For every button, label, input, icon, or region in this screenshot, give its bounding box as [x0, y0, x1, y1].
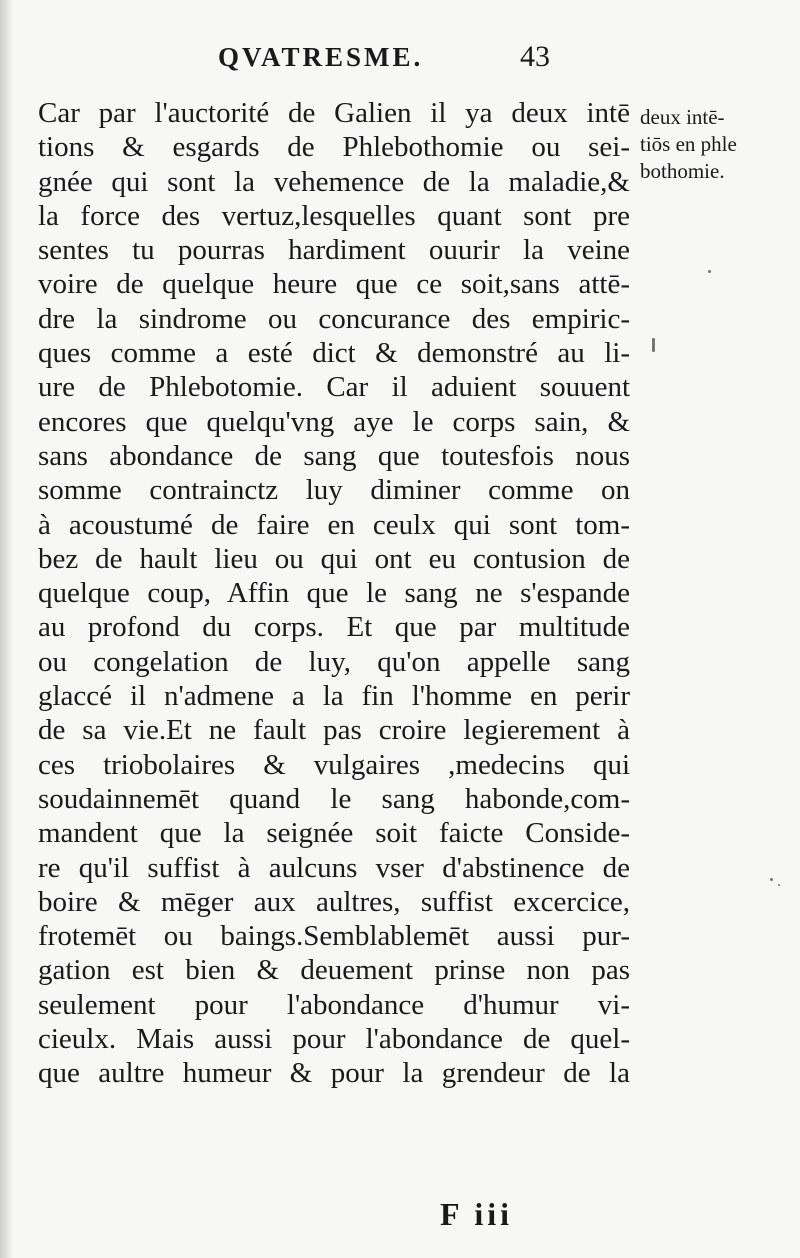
signature-mark: F iii [440, 1196, 514, 1232]
text-line: tions & esgards de Phlebothomie ou sei- [38, 131, 630, 164]
main-text-block [38, 96, 630, 1091]
gutter-shadow [0, 0, 14, 1258]
text-line: encores que quelqu'vng aye le corps sain, & [38, 405, 630, 438]
text-line: que aultre humeur & pour la grendeur de la [38, 1057, 630, 1090]
text-line: au profond du corps. Et que par multitude [38, 611, 630, 644]
marginal-note-line: bothomie. [640, 159, 725, 183]
text-line: quelque coup, Affin que le sang ne s'espande [38, 577, 630, 610]
text-line: dre la sindrome ou concurance des empiric- [38, 302, 630, 335]
text-line: ou congelation de luy, qu'on appelle sang [38, 645, 630, 678]
page-number: 43 [520, 40, 550, 73]
text-line: gation est bien & deuement prinse non pas [38, 954, 630, 987]
text-line: bez de hault lieu ou qui ont eu contusion de [38, 542, 630, 575]
text-line: gnée qui sont la vehemence de la maladie,& [38, 165, 630, 198]
text-line: boire & mēger aux aultres, suffist excercice, [38, 885, 630, 918]
ink-speck [708, 270, 711, 273]
text-line: Car par l'auctorité de Galien il ya deux intē [38, 97, 630, 129]
marginal-note [640, 104, 790, 185]
text-line: ure de Phlebotomie. Car il aduient souuent [38, 371, 630, 404]
text-line: glaccé il n'admene a la fin l'homme en perir [38, 680, 630, 713]
text-line: soudainnemēt quand le sang habonde,com- [38, 782, 630, 815]
text-line: la force des vertuz,lesquelles quant sont pre [38, 199, 630, 232]
text-line: à acoustumé de faire en ceulx qui sont tom- [38, 508, 630, 541]
text-line: seulement pour l'abondance d'humur vi- [38, 988, 630, 1021]
text-line: sentes tu pourras hardiment ouurir la veine [38, 234, 630, 267]
text-line: ques comme a esté dict & demonstré au li- [38, 337, 630, 370]
text-line: frotemēt ou baings.Semblablemēt aussi pur- [38, 920, 630, 953]
text-line: re qu'il suffist à aulcuns vser d'abstinence de [38, 851, 630, 884]
text-line: sans abondance de sang que toutesfois nous [38, 439, 630, 472]
running-title: QVATRESME. [218, 42, 424, 72]
ink-speck [778, 884, 780, 886]
text-line: somme contrainctz luy diminer comme on [38, 474, 630, 507]
ink-speck [652, 338, 655, 352]
marginal-note-line: deux intē- [640, 105, 725, 129]
text-line: voire de quelque heure que ce soit,sans attē- [38, 268, 630, 301]
text-line: cieulx. Mais aussi pour l'abondance de quel- [38, 1023, 630, 1056]
marginal-note-line: tiōs en phle [640, 132, 737, 156]
text-line: de sa vie.Et ne fault pas croire legierement à [38, 714, 630, 747]
text-line: ces triobolaires & vulgaires ,medecins qui [38, 748, 630, 781]
text-line: mandent que la seignée soit faicte Conside- [38, 817, 630, 850]
ink-speck [770, 878, 773, 881]
